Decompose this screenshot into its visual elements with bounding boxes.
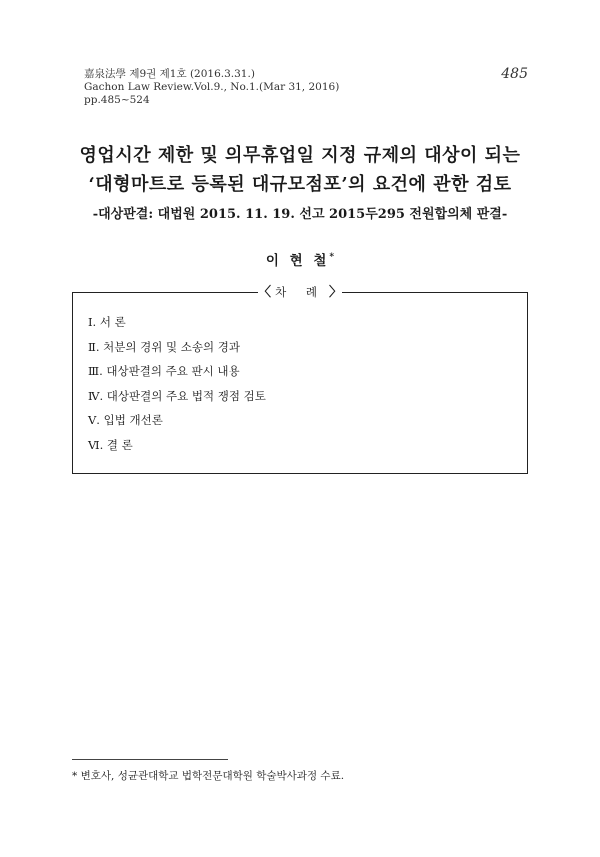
footnote-divider bbox=[72, 759, 228, 760]
journal-line-korean: 嘉泉法學 제9권 제1호 (2016.3.31.) bbox=[84, 68, 255, 80]
author-name: 이 현 철 bbox=[265, 253, 330, 269]
toc-item: Ⅰ. 서 론 bbox=[88, 315, 126, 329]
page-range: pp.485~524 bbox=[84, 94, 150, 106]
toc-item: Ⅳ. 대상판결의 주요 법적 쟁점 검토 bbox=[88, 388, 266, 403]
toc-item: Ⅲ. 대상판결의 주요 판시 내용 bbox=[88, 364, 240, 378]
toc-item: Ⅴ. 입법 개선론 bbox=[88, 413, 163, 427]
footnote: * 변호사, 성균관대학교 법학전문대학원 학술박사과정 수료. bbox=[72, 770, 345, 782]
right-bracket-icon: 〉 bbox=[328, 285, 342, 300]
toc-label: 차 례 bbox=[271, 285, 329, 299]
toc-list bbox=[88, 310, 266, 457]
author-footnote-mark: * bbox=[329, 252, 335, 263]
toc-item: Ⅱ. 처분의 경위 및 소송의 경과 bbox=[88, 339, 240, 354]
journal-header bbox=[84, 68, 339, 107]
paper-subtitle: -대상판결: 대법원 2015. 11. 19. 선고 2015두295 전원합의체 판결- bbox=[92, 207, 508, 222]
paper-title bbox=[0, 141, 600, 199]
title-line-2: ‘대형마트로 등록된 대규모점포’의 요건에 관한 검토 bbox=[88, 174, 512, 195]
toc-item: Ⅵ. 결 론 bbox=[88, 437, 133, 452]
journal-line-english: Gachon Law Review.Vol.9., No.1.(Mar 31, 2016) bbox=[84, 81, 340, 93]
author bbox=[0, 249, 600, 269]
toc-heading bbox=[0, 285, 600, 300]
title-line-1: 영업시간 제한 및 의무휴업일 지정 규제의 대상이 되는 bbox=[79, 145, 521, 166]
left-bracket-icon: 〈 bbox=[258, 285, 272, 300]
page-number: 485 bbox=[501, 66, 528, 82]
